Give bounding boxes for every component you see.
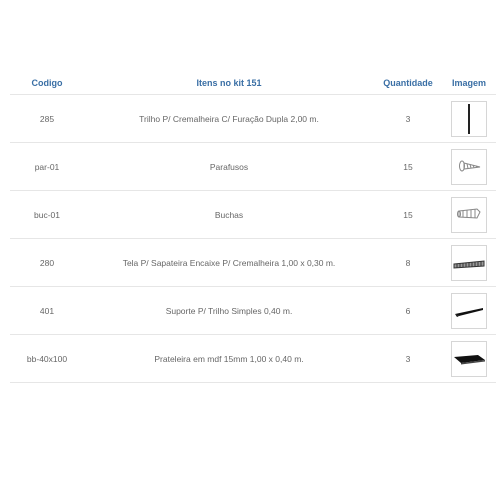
header-code: Codigo	[31, 78, 63, 88]
row-quantity: 3	[405, 353, 411, 364]
row-code: 401	[39, 305, 55, 316]
row-item: Tela P/ Sapateira Encaixe P/ Cremalheira 1,00 x 0,30 m.	[122, 257, 336, 268]
header-image: Imagem	[451, 78, 486, 88]
mdf-shelf-icon	[451, 341, 487, 377]
row-code: bb-40x100	[26, 353, 68, 364]
row-quantity: 8	[405, 257, 411, 268]
table-row	[10, 191, 496, 239]
row-quantity: 3	[405, 113, 411, 124]
row-code: 280	[39, 257, 55, 268]
row-image-cell	[442, 149, 496, 185]
row-quantity: 15	[403, 209, 413, 220]
row-quantity: 15	[403, 161, 413, 172]
row-image-cell	[442, 341, 496, 377]
table-header-row	[10, 72, 496, 95]
row-quantity: 6	[405, 305, 411, 316]
wall-plug-icon	[451, 197, 487, 233]
row-code: par-01	[34, 161, 60, 172]
row-image-cell	[442, 101, 496, 137]
kit-items-table	[10, 72, 496, 383]
header-item: Itens no kit 151	[196, 78, 262, 88]
row-item: Parafusos	[209, 161, 249, 172]
wire-shelf-icon	[451, 245, 487, 281]
bracket-icon	[451, 293, 487, 329]
row-code: 285	[39, 113, 55, 124]
table-row	[10, 239, 496, 287]
table-row	[10, 95, 496, 143]
row-item: Prateleira em mdf 15mm 1,00 x 0,40 m.	[154, 353, 304, 364]
row-image-cell	[442, 245, 496, 281]
table-row	[10, 143, 496, 191]
row-code: buc-01	[34, 209, 60, 220]
rail-bar-icon	[451, 101, 487, 137]
row-image-cell	[442, 293, 496, 329]
table-row	[10, 335, 496, 383]
row-item: Trilho P/ Cremalheira C/ Furação Dupla 2,00 m.	[139, 113, 319, 124]
row-item: Buchas	[214, 209, 244, 220]
screw-icon	[451, 149, 487, 185]
header-quantity: Quantidade	[383, 78, 433, 88]
row-item: Suporte P/ Trilho Simples 0,40 m.	[165, 305, 293, 316]
row-image-cell	[442, 197, 496, 233]
table-row	[10, 287, 496, 335]
